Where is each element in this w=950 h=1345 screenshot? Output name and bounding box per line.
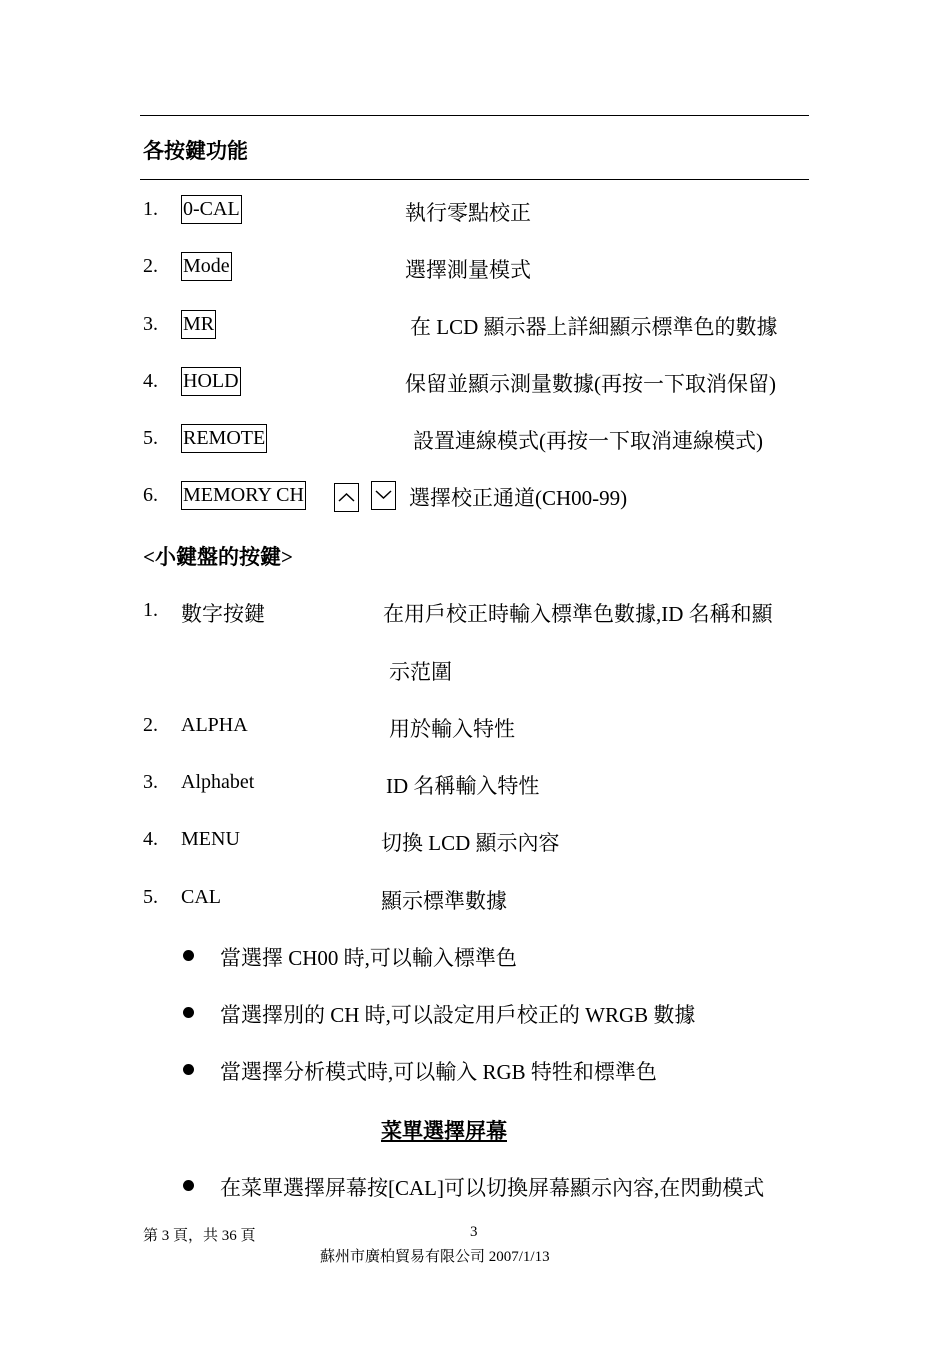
key-description: 選擇測量模式	[405, 258, 531, 282]
key-number: 3.	[143, 313, 158, 335]
keypad-label: 數字按鍵	[181, 602, 265, 626]
down-arrow-key-icon	[371, 481, 396, 510]
bullet-icon	[183, 950, 194, 961]
key-number: 2.	[143, 255, 158, 277]
keypad-label: MENU	[181, 828, 240, 850]
bullet-text: 當選擇分析模式時,可以輸入 RGB 特牲和標準色	[220, 1060, 657, 1084]
keypad-number: 3.	[143, 771, 158, 793]
key-description: 設置連線模式(再按一下取消連線模式)	[413, 429, 763, 453]
keypad-description: 顯示標準數據	[381, 889, 507, 913]
key-label-hold: HOLD	[181, 367, 241, 396]
keypad-label: ALPHA	[181, 714, 248, 736]
keypad-number: 2.	[143, 714, 158, 736]
menu-title: 菜單選擇屏幕	[381, 1119, 507, 1143]
keypad-description: 在用戶校正時輸入標準色數據,ID 名稱和顯	[383, 602, 773, 626]
key-description: 執行零點校正	[405, 201, 531, 225]
bullet-icon	[183, 1007, 194, 1018]
key-number: 6.	[143, 484, 158, 506]
bullet-icon	[183, 1064, 194, 1075]
key-description: 選擇校正通道(CH00-99)	[409, 486, 628, 510]
section-title: 各按鍵功能	[143, 139, 248, 163]
key-label-memory-ch: MEMORY CH	[181, 481, 306, 510]
footer-page-info: 第 3 頁，共 36 頁	[143, 1228, 256, 1244]
menu-bullet-text: 在菜單選擇屏幕按[CAL]可以切換屏幕顯示內容,在閃動模式	[220, 1176, 765, 1200]
keypad-description: 切換 LCD 顯示內容	[381, 831, 560, 855]
bullet-text: 當選擇別的 CH 時,可以設定用戶校正的 WRGB 數據	[220, 1003, 696, 1027]
up-arrow-key-icon	[334, 483, 359, 512]
key-label-0-cal: 0-CAL	[181, 195, 242, 224]
key-description: 在 LCD 顯示器上詳細顯示標準色的數據	[410, 315, 778, 339]
keypad-description: 用於輸入特性	[389, 717, 515, 741]
key-number: 4.	[143, 370, 158, 392]
section-rule	[140, 179, 809, 180]
keypad-label: Alphabet	[181, 771, 255, 793]
key-number: 5.	[143, 427, 158, 449]
footer-company: 蘇州市廣柏貿易有限公司 2007/1/13	[320, 1249, 550, 1265]
bullet-icon	[183, 1180, 194, 1191]
keypad-label: CAL	[181, 886, 221, 908]
key-label-mode: Mode	[181, 252, 232, 281]
keypad-description: ID 名稱輸入特性	[386, 774, 540, 798]
key-description: 保留並顯示測量數據(再按一下取消保留)	[405, 372, 776, 396]
keypad-number: 4.	[143, 828, 158, 850]
top-rule	[140, 115, 809, 116]
bullet-text: 當選擇 CH00 時,可以輸入標準色	[220, 946, 517, 970]
key-label-mr: MR	[181, 310, 216, 339]
keypad-title: <小鍵盤的按鍵>	[143, 545, 293, 569]
keypad-number: 1.	[143, 599, 158, 621]
key-number: 1.	[143, 198, 158, 220]
keypad-description-cont: 示范圍	[389, 660, 452, 684]
keypad-number: 5.	[143, 886, 158, 908]
footer-page-number: 3	[470, 1224, 478, 1240]
key-label-remote: REMOTE	[181, 424, 267, 453]
